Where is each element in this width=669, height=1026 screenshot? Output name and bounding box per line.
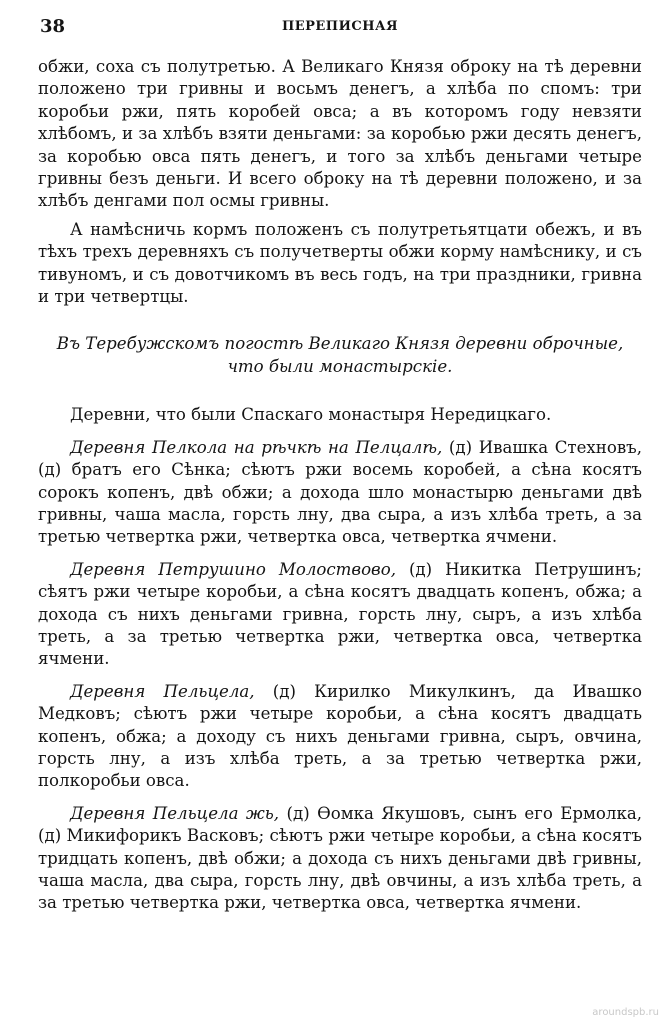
- village-name: Деревня Пельцела жь,: [70, 803, 280, 823]
- section-title-line-1: Въ Теребужскомъ погостѣ Великаго Князя деревни оброчные,: [56, 334, 624, 354]
- entry-text: (д) Ѳомка Якушовъ, сынъ его Ермолка, (д) Микифорикъ Васковъ; сѣютъ ржи четыре коробьи, а сѣна косятъ тридцать копенъ, двѣ обжи; а дохода съ нихъ деньгами двѣ гривны, чаша масла, два сыра, горсть лну, двѣ овчины, а изъ хлѣба треть, а за третью четвертка ржи, четвертка овса, четвертка ячмени.: [38, 803, 643, 913]
- village-entry: [38, 803, 642, 915]
- page-number: 38: [40, 16, 66, 37]
- section-title: [38, 333, 642, 378]
- village-entry: [38, 559, 642, 671]
- paragraph-namesnik-korm: А намѣсничь кормъ положенъ съ полутретьятцати обежъ, и въ тѣхъ трехъ деревняхъ съ получетверты обжи корму намѣснику, и съ тивуномъ, и съ довотчикомъ въ весь годъ, на три праздники, гривна и три четвертцы.: [38, 219, 642, 307]
- watermark: aroundspb.ru: [592, 1007, 659, 1018]
- village-entry: [38, 681, 642, 793]
- village-entry: [38, 437, 642, 549]
- running-head: ПЕРЕПИСНАЯ: [281, 19, 399, 34]
- village-name: Деревня Пелкола на рѣчкѣ на Пелцалѣ,: [70, 437, 443, 457]
- village-name: Деревня Пельцела,: [70, 681, 255, 701]
- section-title-line-2: что были монастырскіе.: [227, 356, 453, 376]
- paragraph-continuation: обжи, соха съ полутретью. А Великаго Князя оброку на тѣ деревни положено три гривны и восьмъ денегъ, а хлѣба по спомъ: три коробьи ржи, пять коробей овса; а въ которомъ году невзяти хлѣбомъ, и за хлѣбъ взяти деньгами: за коробью ржи десять денегъ, за коробью овса пять денегъ, и того за хлѣбъ деньгами четыре гривны безъ деньги. И всего оброку на тѣ деревни положено, и за хлѣбъ денгами пол осмы гривны.: [38, 57, 642, 211]
- entry-text: (д) Кирилко Микулкинъ, да Ивашко Медковъ; сѣютъ ржи четыре коробьи, а сѣна косятъ двадцать копенъ, обжа; а доходу съ нихъ деньгами гривна, сыръ, овчина, горсть лну, а изъ хлѣба треть, а за третью четвертка ржи, полкоробьи овса.: [38, 681, 642, 791]
- body-text: [38, 56, 642, 915]
- entry-text: (д) Ивашка Стехновъ, (д) братъ его Сѣнка; сѣютъ ржи восемь коробей, а сѣна косятъ сорокъ копенъ, двѣ обжи; а дохода шло монастырю деньгами двѣ гривны, чаша масла, горсть лну, два сыра, а изъ хлѣба треть, а за третью четвертка ржи, четвертка овса, четвертка ячмени.: [38, 437, 643, 547]
- entry-text: (д) Никитка Петрушинъ; сѣятъ ржи четыре коробьи, а сѣна косятъ двадцать копенъ, обжа; а дохода съ нихъ деньгами гривна, горсть лну, сыръ, а изъ хлѣба треть, а за третью четвертка ржи, четвертка овса, четвертка ячмени.: [38, 559, 642, 669]
- page-header: [40, 16, 640, 40]
- village-name: Деревня Петрушино Молоствово,: [70, 559, 396, 579]
- lead-line: Деревни, что были Спаскаго монастыря Нередицкаго.: [70, 405, 552, 425]
